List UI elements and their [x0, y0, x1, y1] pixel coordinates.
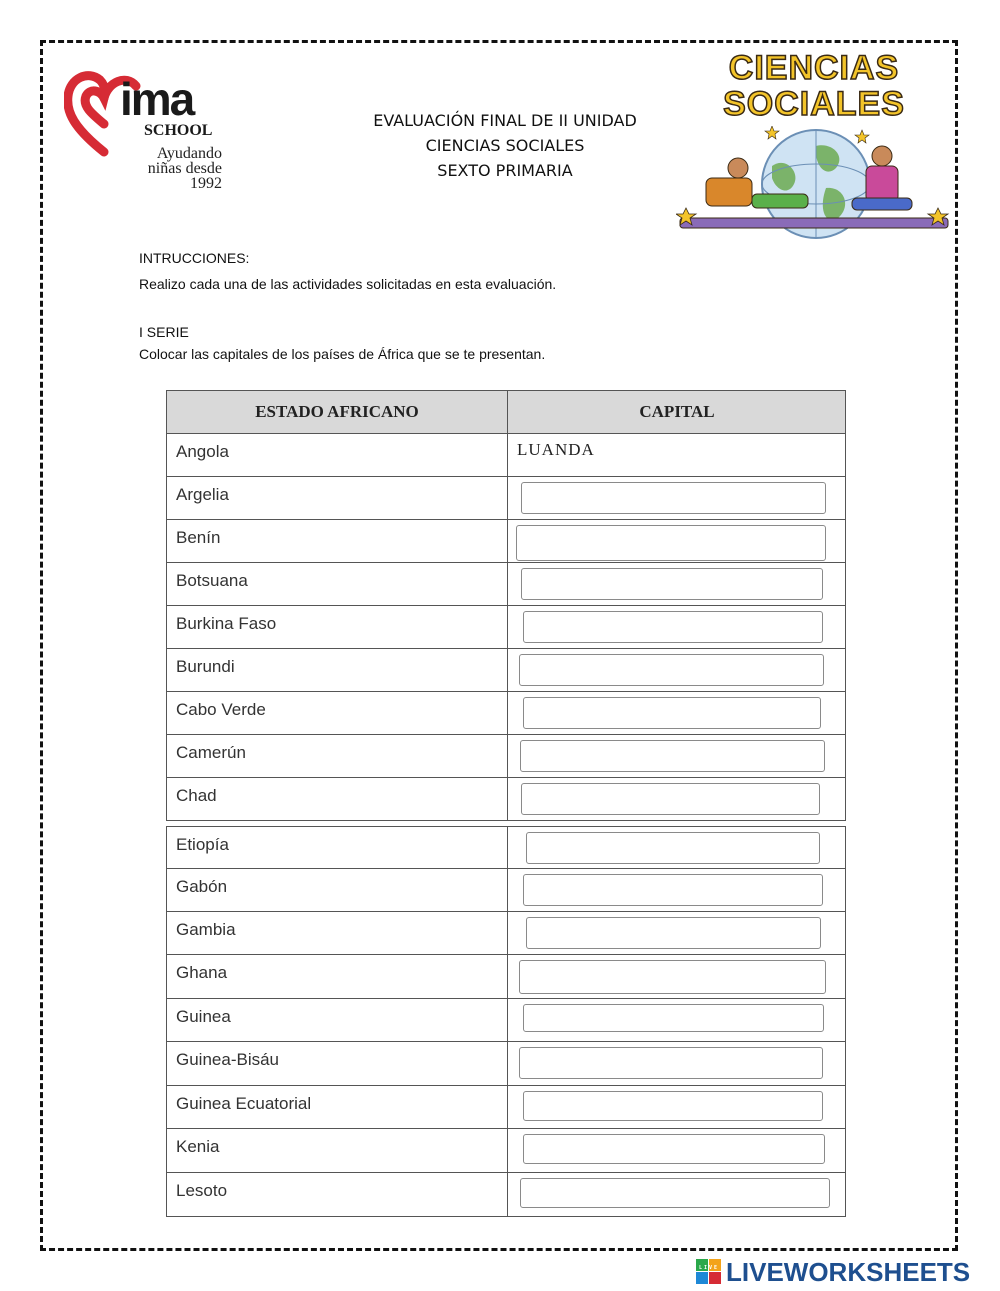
logo-tagline-3: 1992 [190, 175, 222, 192]
table-row [166, 477, 846, 520]
capital-input[interactable] [521, 783, 820, 815]
logo-name: ima [120, 73, 194, 125]
instructions-label: INTRUCCIONES: [139, 250, 250, 266]
country-cell: Guinea-Bisáu [176, 1050, 280, 1069]
series-label: I SERIE [139, 324, 189, 340]
capital-input[interactable] [520, 740, 825, 772]
country-cell: Etiopía [176, 835, 229, 854]
country-cell: Gabón [176, 877, 228, 896]
subject-title-2: SOCIALES [723, 85, 905, 123]
country-cell: Guinea [176, 1007, 231, 1026]
table-row [166, 692, 846, 735]
capital-input[interactable] [521, 568, 823, 600]
table-row [166, 912, 846, 955]
capital-input[interactable] [516, 525, 826, 561]
country-cell: Guinea Ecuatorial [176, 1094, 312, 1113]
country-cell: Benín [176, 528, 221, 547]
table-header [166, 390, 846, 434]
table-row [166, 649, 846, 692]
country-cell: Lesoto [176, 1181, 228, 1200]
capital-input[interactable] [523, 1004, 824, 1032]
country-cell: Chad [176, 786, 217, 805]
header-capital: CAPITAL [639, 402, 715, 421]
school-logo [64, 68, 234, 198]
capital-input[interactable] [519, 960, 826, 994]
brand-badge: LIVE [698, 1265, 720, 1271]
capital-input[interactable] [523, 611, 823, 643]
table-row [166, 520, 846, 563]
logo-tagline-1: Ayudando [156, 145, 222, 162]
globe-readers-icon [676, 126, 952, 248]
series-text: Colocar las capitales de los países de África que se te presentan. [139, 346, 546, 362]
table-row [166, 1042, 846, 1086]
liveworksheets-logo-icon [696, 1259, 722, 1285]
logo-tagline-2: niñas desde [147, 160, 222, 177]
heading-line-1: EVALUACIÓN FINAL DE II UNIDAD [373, 111, 637, 130]
subject-illustration [676, 50, 952, 248]
table-row [166, 1086, 846, 1129]
exam-heading [330, 108, 680, 183]
country-cell: Cabo Verde [176, 700, 266, 719]
logo-school: SCHOOL [144, 122, 213, 139]
table-row [166, 606, 846, 649]
heading-line-2: CIENCIAS SOCIALES [425, 136, 585, 155]
country-cell: Botsuana [176, 571, 248, 590]
capital-input[interactable] [519, 654, 824, 686]
table-row [166, 563, 846, 606]
capital-input[interactable] [523, 1091, 823, 1121]
table-row [166, 826, 846, 869]
country-cell: Argelia [176, 485, 229, 504]
country-cell: Camerún [176, 743, 246, 762]
country-cell: Gambia [176, 920, 236, 939]
table-row [166, 1129, 846, 1173]
country-cell: Angola [176, 442, 229, 461]
logo-tagline [112, 146, 222, 191]
capital-input[interactable] [526, 917, 821, 949]
capital-input[interactable] [520, 1178, 830, 1208]
capital-input[interactable] [523, 1134, 825, 1164]
table-row [166, 735, 846, 778]
country-cell: Burundi [176, 657, 235, 676]
brand-text: LIVEWORKSHEETS [726, 1257, 971, 1287]
capital-cell: LUANDA [517, 440, 595, 459]
capital-input[interactable] [526, 832, 820, 864]
country-cell: Ghana [176, 963, 228, 982]
liveworksheets-brand [696, 1257, 996, 1287]
table-row [166, 778, 846, 821]
country-cell: Burkina Faso [176, 614, 277, 633]
table-row [166, 1173, 846, 1217]
capital-input[interactable] [523, 697, 821, 729]
table-row [166, 955, 846, 999]
instructions-text: Realizo cada una de las actividades solicitadas en esta evaluación. [139, 276, 557, 292]
table-row [166, 999, 846, 1042]
capital-input[interactable] [523, 874, 823, 906]
subject-title-1: CIENCIAS [728, 49, 900, 87]
header-country: ESTADO AFRICANO [255, 402, 419, 421]
country-cell: Kenia [176, 1137, 220, 1156]
capital-input[interactable] [519, 1047, 823, 1079]
capital-input[interactable] [521, 482, 826, 514]
table-row [166, 869, 846, 912]
table-row [166, 434, 846, 477]
heading-line-3: SEXTO PRIMARIA [437, 161, 573, 180]
